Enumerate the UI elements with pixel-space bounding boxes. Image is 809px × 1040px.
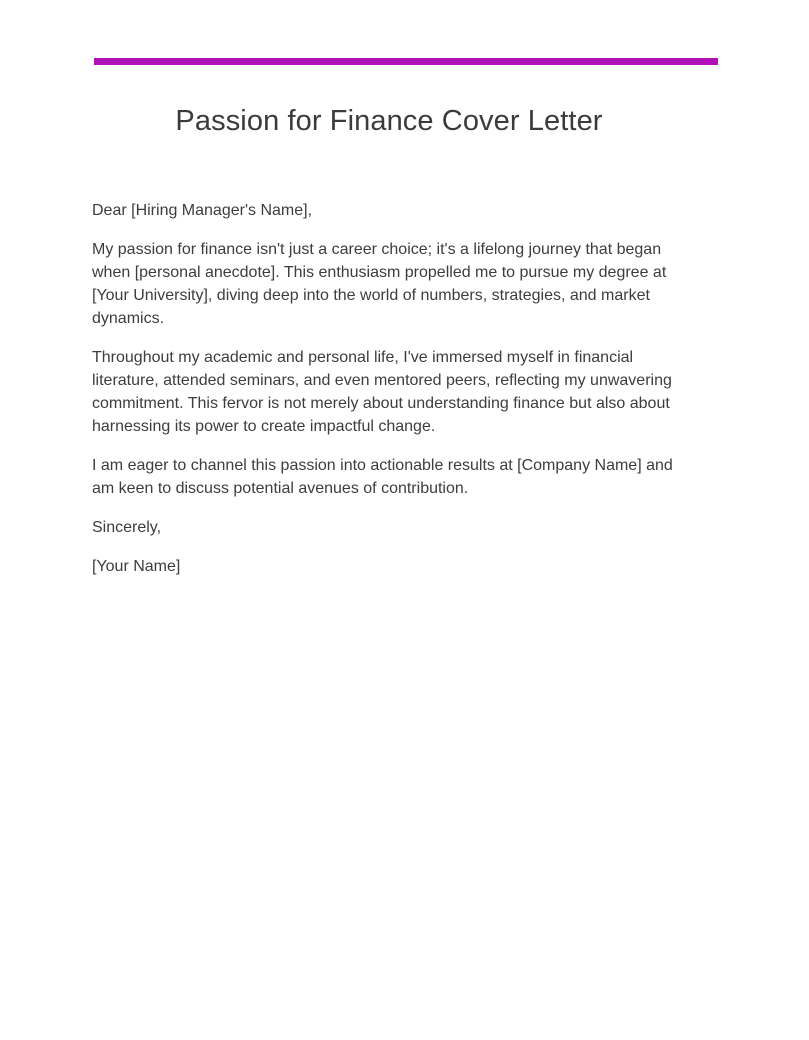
salutation: Dear [Hiring Manager's Name],: [92, 202, 313, 219]
document-title: Passion for Finance Cover Letter: [175, 105, 603, 137]
body-paragraph-3: I am eager to channel this passion into actionable results at [Company Name] and am keen to discuss potential avenues of contribution.: [92, 457, 673, 497]
signature: [Your Name]: [92, 558, 181, 575]
body-paragraph-1: My passion for finance isn't just a career choice; it's a lifelong journey that began when [personal anecdote]. This enthusiasm propelled me to pursue my degree at [Your University], diving deep into the world of numbers, strategies, and market dynamics.: [92, 241, 667, 327]
accent-top-rule: [94, 58, 718, 65]
letter-body: [92, 199, 684, 594]
body-paragraph-2: Throughout my academic and personal life, I've immersed myself in financial literature, attended seminars, and even mentored peers, reflecting my unwavering commitment. This fervor is not merely about understanding finance but also about harnessing its power to create impactful change.: [92, 349, 672, 435]
closing: Sincerely,: [92, 519, 162, 536]
